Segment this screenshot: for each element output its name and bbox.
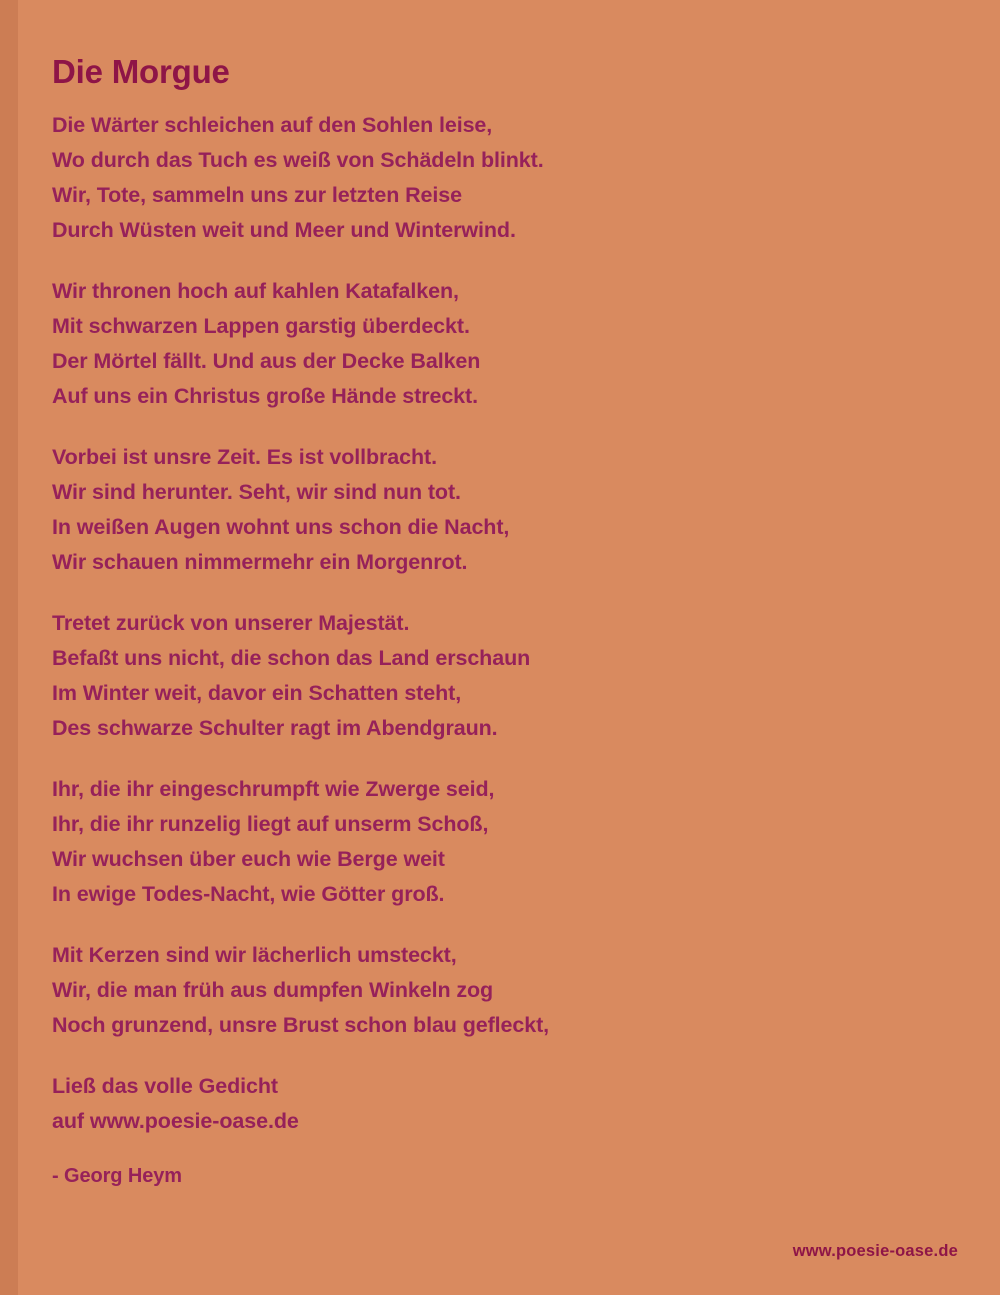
poem-line: In weißen Augen wohnt uns schon die Nacht, xyxy=(52,514,510,539)
poem-line: Wo durch das Tuch es weiß von Schädeln blinkt. xyxy=(52,147,544,172)
poem-line: Wir thronen hoch auf kahlen Katafalken, xyxy=(52,278,459,303)
poem-line: Im Winter weit, davor ein Schatten steht, xyxy=(52,680,462,705)
promo-line[interactable]: auf www.poesie-oase.de xyxy=(52,1108,299,1133)
poem-author: - Georg Heym xyxy=(52,1164,182,1187)
poem-line: Wir, die man früh aus dumpfen Winkeln zog xyxy=(52,977,494,1002)
poem-line: Auf uns ein Christus große Hände streckt. xyxy=(52,383,478,408)
poem-line: Durch Wüsten weit und Meer und Winterwind. xyxy=(52,217,516,242)
poem-line: Noch grunzend, unsre Brust schon blau gefleckt, xyxy=(52,1012,550,1037)
poem-stanza xyxy=(52,440,960,580)
page-title: Die Morgue xyxy=(52,53,230,90)
footer-website-url[interactable]: www.poesie-oase.de xyxy=(792,1242,958,1260)
poem-line: Mit Kerzen sind wir lächerlich umsteckt, xyxy=(52,942,457,967)
poem-line: Vorbei ist unsre Zeit. Es ist vollbracht. xyxy=(52,444,437,469)
poem-line: Wir wuchsen über euch wie Berge weit xyxy=(52,846,445,871)
poem-line: Ihr, die ihr runzelig liegt auf unserm Schoß, xyxy=(52,811,489,836)
poem-line: Des schwarze Schulter ragt im Abendgraun. xyxy=(52,715,498,740)
poem-stanza xyxy=(52,108,960,248)
poem-stanza xyxy=(52,938,960,1043)
poem-line: Wir, Tote, sammeln uns zur letzten Reise xyxy=(52,182,462,207)
poem-stanza xyxy=(52,772,960,912)
page-edge-stripe xyxy=(0,0,18,1295)
promo-block xyxy=(52,1069,960,1139)
poem-line: Mit schwarzen Lappen garstig überdeckt. xyxy=(52,313,470,338)
poem-stanza xyxy=(52,606,960,746)
poem-line: Ihr, die ihr eingeschrumpft wie Zwerge seid, xyxy=(52,776,495,801)
poem-line: Befaßt uns nicht, die schon das Land erschaun xyxy=(52,645,531,670)
poem-content xyxy=(52,52,960,1188)
poem-line: Tretet zurück von unserer Majestät. xyxy=(52,610,410,635)
poem-line: Wir sind herunter. Seht, wir sind nun tot. xyxy=(52,479,461,504)
poem-stanza xyxy=(52,274,960,414)
poem-line: Der Mörtel fällt. Und aus der Decke Balken xyxy=(52,348,481,373)
promo-line: Ließ das volle Gedicht xyxy=(52,1073,278,1098)
poem-line: In ewige Todes-Nacht, wie Götter groß. xyxy=(52,881,445,906)
poem-line: Die Wärter schleichen auf den Sohlen leise, xyxy=(52,112,493,137)
poem-line: Wir schauen nimmermehr ein Morgenrot. xyxy=(52,549,468,574)
